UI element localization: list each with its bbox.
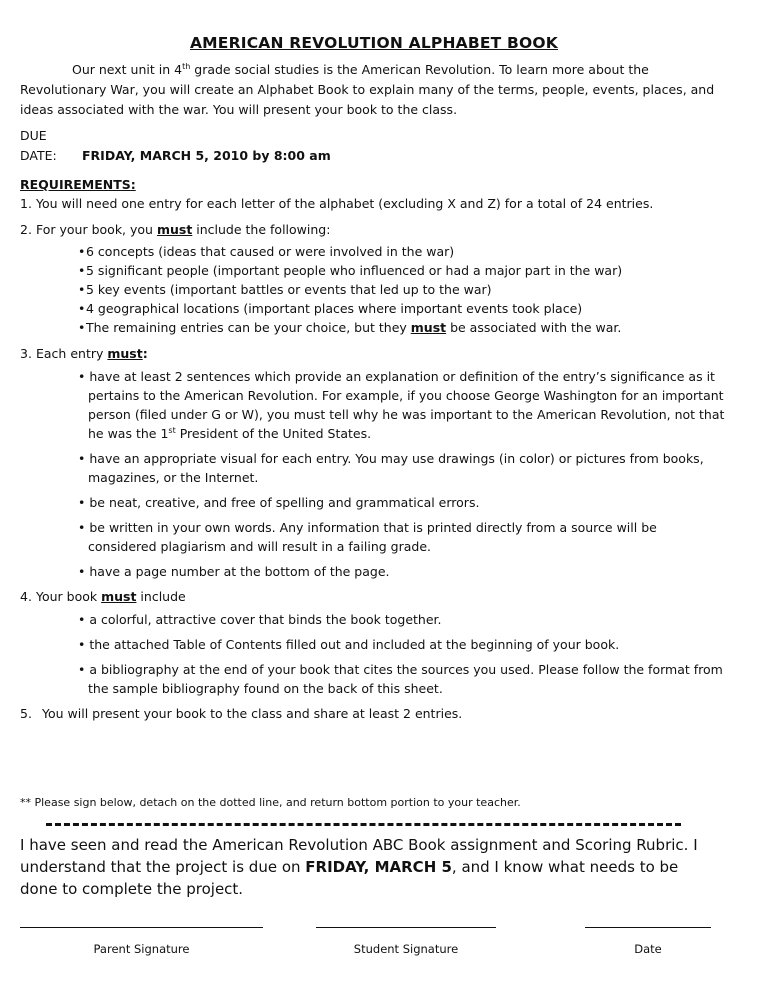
list-item: • have at least 2 sentences which provide an explanation or definition of the entry’s significance as it pertains to the American Revolution. For example, if you choose George Washington for an important person (filed under G or W), you must tell why he was important to the American Revolution, not that he was the 1st President of the United States. <box>78 369 725 441</box>
date-line[interactable] <box>585 927 711 928</box>
student-signature-label: Student Signature <box>353 942 459 956</box>
due-date-value: FRIDAY, MARCH 5, 2010 by 8:00 am <box>82 148 331 163</box>
date-label: Date <box>634 942 662 956</box>
list-item: • the attached Table of Contents filled out and included at the beginning of your book. <box>78 637 620 652</box>
intro-paragraph: Our next unit in 4th grade social studies is the American Revolution. To learn more about the Revolutionary War, you will create an Alphabet Book to explain many of the terms, people, events, places, and ideas associated with the war. You will present your book to the class. <box>20 61 715 117</box>
list-item: • have a page number at the bottom of the page. <box>78 564 390 579</box>
acknowledgement-statement: I have seen and read the American Revolution ABC Book assignment and Scoring Rubric. I understand that the project is due on FRIDAY, MARCH 5, and I know what needs to be done to complete the project. <box>20 836 698 898</box>
list-item: •The remaining entries can be your choice, but they must be associated with the war. <box>78 320 622 335</box>
requirement-3: 3. Each entry must: <box>20 346 148 361</box>
list-item: •5 key events (important battles or events that led up to the war) <box>78 282 492 297</box>
list-item: • be written in your own words. Any information that is printed directly from a source will be considered plagiarism and will result in a failing grade. <box>78 520 657 554</box>
list-item: • a bibliography at the end of your book that cites the sources you used. Please follow the format from the sample bibliography found on the back of this sheet. <box>78 662 723 696</box>
requirement-4: 4. Your book must include <box>20 589 186 604</box>
requirement-2: 2. For your book, you must include the following: <box>20 222 331 237</box>
list-item: • be neat, creative, and free of spelling and grammatical errors. <box>78 495 480 510</box>
list-item: •6 concepts (ideas that caused or were involved in the war) <box>78 244 455 259</box>
requirement-2-list <box>20 242 728 337</box>
parent-signature-label: Parent Signature <box>93 942 190 956</box>
list-item: •4 geographical locations (important places where important events took place) <box>78 301 583 316</box>
requirement-3-list <box>20 367 728 581</box>
detach-note: ** Please sign below, detach on the dotted line, and return bottom portion to your teacher. <box>20 796 521 809</box>
page-title: AMERICAN REVOLUTION ALPHABET BOOK <box>189 34 559 52</box>
parent-signature-line[interactable] <box>20 927 263 928</box>
requirement-4-list <box>20 610 728 698</box>
due-date <box>20 126 728 166</box>
requirements-heading: REQUIREMENTS: <box>20 177 136 192</box>
list-item: • a colorful, attractive cover that binds the book together. <box>78 612 442 627</box>
due-date-label: DUE DATE: <box>20 128 57 163</box>
requirement-5: 5. You will present your book to the class and share at least 2 entries. <box>20 706 463 721</box>
list-item: • have an appropriate visual for each entry. You may use drawings (in color) or pictures from books, magazines, or the Internet. <box>78 451 704 485</box>
list-item: •5 significant people (important people who influenced or had a major part in the war) <box>78 263 623 278</box>
student-signature-line[interactable] <box>316 927 496 928</box>
requirement-1: 1. You will need one entry for each letter of the alphabet (excluding X and Z) for a total of 24 entries. <box>20 196 654 211</box>
detach-dotted-line <box>46 823 681 826</box>
